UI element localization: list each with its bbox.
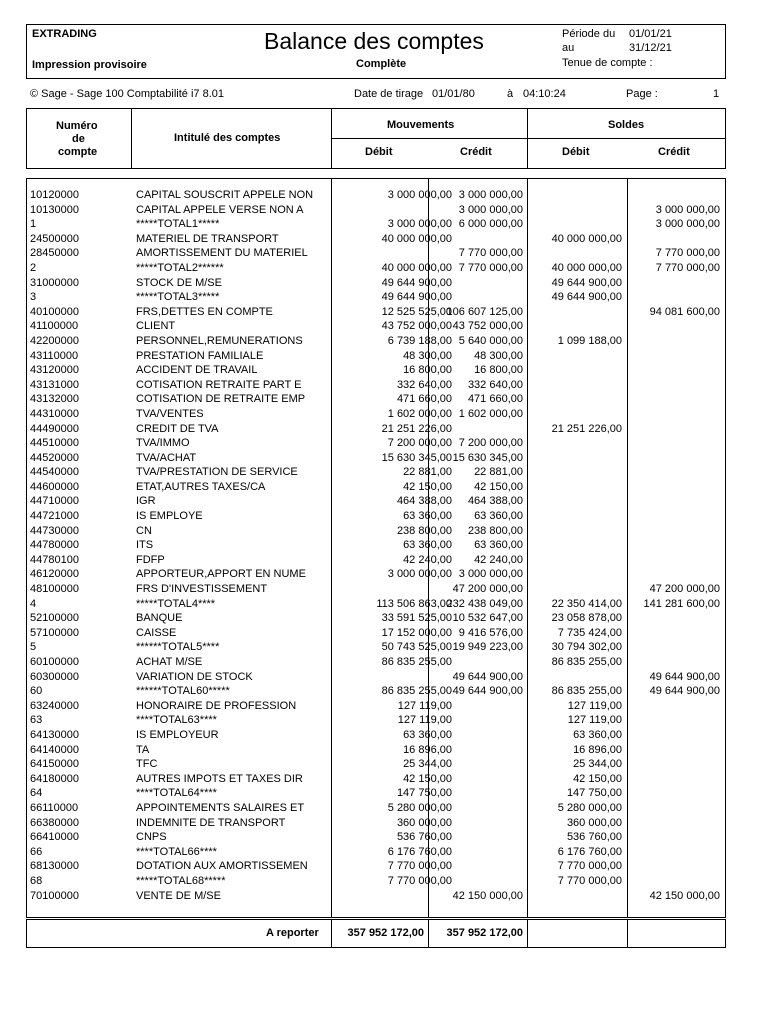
table-row (26, 232, 726, 247)
account-label: CREDIT DE TVA (136, 422, 219, 435)
balance-debit: 49 644 900,00 (551, 291, 622, 304)
account-label: MATERIEL DE TRANSPORT (136, 232, 279, 245)
account-label: ****TOTAL63**** (136, 714, 217, 727)
movement-debit: 40 000 000,00 (381, 232, 452, 245)
account-number: 63 (30, 714, 43, 727)
account-number: 43120000 (30, 364, 79, 377)
balance-credit: 94 081 600,00 (649, 305, 720, 318)
movement-credit: 16 800,00 (474, 364, 523, 377)
movement-credit: 19 949 223,00 (452, 641, 523, 654)
account-label: ******TOTAL60***** (136, 685, 230, 698)
account-number: 31000000 (30, 276, 79, 289)
account-label: STOCK DE M/SE (136, 276, 222, 289)
balance-debit: 40 000 000,00 (551, 232, 622, 245)
table-row (26, 889, 726, 904)
period-to-label: au (562, 42, 575, 54)
movement-debit: 1 602 000,00 (387, 407, 452, 420)
account-label: IGR (136, 495, 156, 508)
print-time-label: à (507, 88, 514, 100)
account-number: 66380000 (30, 816, 79, 829)
account-label: APPORTEUR,APPORT EN NUME (136, 568, 306, 581)
movement-credit: 332 640,00 (467, 378, 523, 391)
balance-debit: 86 835 255,00 (551, 685, 622, 698)
movement-debit: 3 000 000,00 (387, 189, 452, 201)
movement-debit: 360 000,00 (396, 816, 452, 829)
balance-debit: 16 896,00 (573, 743, 622, 756)
period-label: Période du (562, 28, 616, 40)
account-label: ITS (136, 539, 154, 552)
carry-forward-debit: 357 952 172,00 (347, 927, 424, 939)
balance-debit: 360 000,00 (566, 816, 622, 829)
table-row (26, 217, 726, 232)
table-row (26, 392, 726, 407)
movement-credit: 7 200 000,00 (458, 437, 523, 450)
balance-credit: 3 000 000,00 (655, 203, 720, 216)
account-label: ACCIDENT DE TRAVAIL (136, 364, 258, 377)
account-keeping: Tenue de compte : (562, 57, 653, 69)
account-label: CLIENT (136, 320, 176, 333)
balance-credit: 49 644 900,00 (649, 685, 720, 698)
account-number: 44780100 (30, 553, 79, 566)
page-number: 1 (713, 88, 720, 100)
col-mvt-credit: Crédit (460, 146, 492, 158)
account-number: 43131000 (30, 378, 79, 391)
movement-credit: 3 000 000,00 (458, 203, 523, 216)
movement-debit: 63 360,00 (403, 728, 452, 741)
account-label: FRS D'INVESTISSEMENT (136, 583, 268, 596)
account-number: 44730000 (30, 524, 79, 537)
account-label: CAPITAL APPELE VERSE NON A (136, 203, 304, 216)
movement-credit: 3 000 000,00 (458, 568, 523, 581)
table-row (26, 786, 726, 801)
account-number: 57100000 (30, 626, 79, 639)
table-row (26, 640, 726, 655)
report-title: Balance des comptes (264, 28, 484, 54)
movement-debit: 16 896,00 (403, 743, 452, 756)
movement-credit: 42 240,00 (474, 553, 523, 566)
account-number: 44710000 (30, 495, 79, 508)
movement-debit: 40 000 000,00 (381, 261, 452, 274)
company-name: EXTRADING (32, 28, 97, 40)
balance-credit: 49 644 900,00 (649, 670, 720, 683)
balance-debit: 5 280 000,00 (557, 801, 622, 814)
balance-debit: 7 770 000,00 (557, 860, 622, 873)
balance-debit: 21 251 226,00 (551, 422, 622, 435)
movement-debit: 5 280 000,00 (387, 801, 452, 814)
carry-forward-label: A reporter (266, 927, 319, 939)
account-number: 60100000 (30, 656, 79, 668)
movement-debit: 43 752 000,00 (381, 320, 452, 333)
table-row (26, 611, 726, 626)
balance-debit: 86 835 255,00 (551, 656, 622, 668)
account-label: TVA/IMMO (136, 437, 190, 450)
account-number: 1 (30, 218, 37, 231)
table-row (26, 538, 726, 553)
account-label: COTISATION RETRAITE PART E (136, 378, 302, 391)
movement-credit: 10 532 647,00 (452, 612, 523, 625)
account-number: 48100000 (30, 583, 79, 596)
movement-debit: 63 360,00 (403, 510, 452, 523)
account-label: ETAT,AUTRES TAXES/CA (136, 480, 266, 493)
account-label: BANQUE (136, 612, 183, 625)
col-solde-credit: Crédit (658, 146, 690, 158)
account-number: 5 (30, 641, 37, 654)
account-number: 70100000 (30, 889, 79, 902)
table-row (26, 349, 726, 364)
account-number: 63240000 (30, 699, 79, 712)
movement-credit: 9 416 576,00 (458, 626, 523, 639)
table-row (26, 728, 726, 743)
movement-credit: 106 607 125,00 (446, 305, 523, 318)
account-label: CAPITAL SOUSCRIT APPELE NON (136, 189, 314, 201)
movement-credit: 49 644 900,00 (452, 685, 523, 698)
table-row (26, 859, 726, 874)
account-label: IS EMPLOYEUR (136, 728, 219, 741)
table-row (26, 363, 726, 378)
table-row (26, 830, 726, 845)
movement-credit: 15 630 345,00 (452, 451, 523, 464)
col-numero-1: Numéro (56, 120, 98, 132)
table-row (26, 801, 726, 816)
balance-credit: 7 770 000,00 (655, 261, 720, 274)
account-label: DOTATION AUX AMORTISSEMEN (136, 860, 308, 873)
account-number: 42200000 (30, 334, 79, 347)
account-number: 43110000 (30, 349, 79, 362)
movement-debit: 332 640,00 (396, 378, 452, 391)
movement-debit: 63 360,00 (403, 539, 452, 552)
col-numero-2: de (72, 133, 85, 145)
account-label: CAISSE (136, 626, 177, 639)
movement-debit: 6 739 188,00 (387, 334, 452, 347)
table-row (26, 684, 726, 699)
movement-credit: 47 200 000,00 (452, 583, 523, 596)
movement-debit: 471 660,00 (396, 393, 452, 406)
account-number: 4 (30, 597, 37, 610)
account-number: 10120000 (30, 189, 79, 201)
table-row (26, 465, 726, 480)
movement-credit: 1 602 000,00 (458, 407, 523, 420)
account-number: 66410000 (30, 831, 79, 844)
table-row (26, 713, 726, 728)
account-number: 60 (30, 685, 43, 698)
table-row (26, 772, 726, 787)
movement-debit: 7 200 000,00 (387, 437, 452, 450)
account-number: 44510000 (30, 437, 79, 450)
movement-debit: 536 760,00 (396, 831, 452, 844)
account-number: 44520000 (30, 451, 79, 464)
account-number: 2 (30, 261, 37, 274)
table-row (26, 436, 726, 451)
balance-debit: 7 735 424,00 (557, 626, 622, 639)
account-label: TFC (136, 758, 158, 771)
carry-forward-credit: 357 952 172,00 (446, 927, 523, 939)
balance-debit: 127 119,00 (567, 699, 622, 712)
balance-debit: 22 350 414,00 (551, 597, 622, 610)
movement-debit: 7 770 000,00 (387, 860, 452, 873)
table-row (26, 874, 726, 889)
movement-credit: 238 800,00 (467, 524, 523, 537)
account-label: CNPS (136, 831, 167, 844)
table-row (26, 451, 726, 466)
account-label: PRESTATION FAMILIALE (136, 349, 264, 362)
movement-debit: 147 750,00 (396, 787, 452, 800)
account-label: AUTRES IMPOTS ET TAXES DIR (136, 772, 303, 785)
account-label: ACHAT M/SE (136, 656, 203, 668)
movement-credit: 48 300,00 (474, 349, 523, 362)
movement-debit: 6 176 760,00 (387, 845, 452, 858)
account-number: 40100000 (30, 305, 79, 318)
col-mvt-debit: Débit (365, 146, 393, 158)
account-number: 44310000 (30, 407, 79, 420)
account-number: 64150000 (30, 758, 79, 771)
table-row (26, 290, 726, 305)
account-number: 24500000 (30, 232, 79, 245)
print-mode: Impression provisoire (32, 59, 147, 71)
movement-debit: 17 152 000,00 (381, 626, 452, 639)
account-number: 68 (30, 874, 43, 887)
period-from: 01/01/21 (629, 28, 672, 40)
movement-debit: 238 800,00 (396, 524, 452, 537)
account-label: *****TOTAL68***** (136, 874, 226, 887)
movement-credit: 7 770 000,00 (458, 247, 523, 260)
movement-credit: 471 660,00 (467, 393, 523, 406)
account-number: 64 (30, 787, 43, 800)
account-number: 64140000 (30, 743, 79, 756)
balance-debit: 23 058 878,00 (551, 612, 622, 625)
account-number: 52100000 (30, 612, 79, 625)
movement-debit: 49 644 900,00 (381, 291, 452, 304)
table-row (26, 494, 726, 509)
movement-debit: 42 150,00 (403, 772, 452, 785)
account-label: VARIATION DE STOCK (136, 670, 253, 683)
account-label: APPOINTEMENTS SALAIRES ET (136, 801, 305, 814)
movement-debit: 42 150,00 (403, 480, 452, 493)
balance-debit: 1 099 188,00 (557, 334, 622, 347)
page-label: Page : (626, 88, 658, 100)
balance-debit: 40 000 000,00 (551, 261, 622, 274)
col-soldes: Soldes (608, 119, 645, 131)
movement-debit: 12 525 525,00 (381, 305, 452, 318)
account-label: AMORTISSEMENT DU MATERIEL (136, 247, 308, 260)
movement-credit: 232 438 049,00 (446, 597, 523, 610)
movement-debit: 113 506 863,00 (376, 597, 452, 610)
account-label: FRS,DETTES EN COMPTE (136, 305, 273, 318)
account-number: 44490000 (30, 422, 79, 435)
account-number: 66110000 (30, 801, 79, 814)
balance-debit: 127 119,00 (567, 714, 622, 727)
account-number: 44721000 (30, 510, 79, 523)
period-to: 31/12/21 (629, 42, 672, 54)
movement-debit: 22 881,00 (403, 466, 452, 479)
table-row (26, 567, 726, 582)
table-row (26, 378, 726, 393)
balance-debit: 147 750,00 (566, 787, 622, 800)
table-row (26, 670, 726, 685)
table-row (26, 305, 726, 320)
account-label: TA (136, 743, 150, 756)
movement-debit: 86 835 255,00 (381, 685, 452, 698)
movement-credit: 49 644 900,00 (452, 670, 523, 683)
print-date-label: Date de tirage (354, 88, 424, 100)
table-row (26, 743, 726, 758)
account-label: ****TOTAL64**** (136, 787, 217, 800)
account-number: 66 (30, 845, 43, 858)
movement-credit: 43 752 000,00 (452, 320, 523, 333)
movement-debit: 464 388,00 (396, 495, 452, 508)
software-credit: © Sage - Sage 100 Comptabilité i7 8.01 (30, 88, 225, 100)
movement-credit: 63 360,00 (474, 510, 523, 523)
table-row (26, 246, 726, 261)
account-label: *****TOTAL1***** (136, 218, 220, 231)
balance-credit: 141 281 600,00 (643, 597, 720, 610)
movement-debit: 15 630 345,00 (381, 451, 452, 464)
movement-debit: 3 000 000,00 (387, 568, 452, 581)
account-number: 28450000 (30, 247, 79, 260)
table-row (26, 655, 726, 670)
movement-credit: 7 770 000,00 (458, 261, 523, 274)
movement-debit: 127 119,00 (397, 714, 452, 727)
movement-credit: 22 881,00 (474, 466, 523, 479)
account-number: 10130000 (30, 203, 79, 216)
account-number: 60300000 (30, 670, 79, 683)
table-row (26, 509, 726, 524)
movement-credit: 5 640 000,00 (458, 334, 523, 347)
report-scope: Complète (356, 58, 407, 70)
balance-credit: 7 770 000,00 (655, 247, 720, 260)
account-label: CN (136, 524, 152, 537)
balance-debit: 6 176 760,00 (557, 845, 622, 858)
account-number: 64180000 (30, 772, 79, 785)
account-label: VENTE DE M/SE (136, 889, 221, 902)
print-time: 04:10:24 (523, 88, 566, 100)
account-label: PERSONNEL,REMUNERATIONS (136, 334, 303, 347)
account-label: HONORAIRE DE PROFESSION (136, 699, 297, 712)
print-date: 01/01/80 (432, 88, 475, 100)
account-label: *****TOTAL2****** (136, 261, 224, 274)
col-intitule: Intitulé des comptes (174, 132, 281, 144)
account-number: 64130000 (30, 728, 79, 741)
movement-credit: 464 388,00 (467, 495, 523, 508)
account-rows (26, 188, 726, 903)
movement-debit: 48 300,00 (403, 349, 452, 362)
account-number: 44600000 (30, 480, 79, 493)
table-row (26, 626, 726, 641)
col-solde-debit: Débit (562, 146, 590, 158)
table-row (26, 816, 726, 831)
col-numero-3: compte (58, 146, 98, 158)
balance-debit: 25 344,00 (573, 758, 622, 771)
movement-debit: 7 770 000,00 (387, 874, 452, 887)
movement-credit: 63 360,00 (474, 539, 523, 552)
movement-debit: 86 835 255,00 (381, 656, 452, 668)
balance-debit: 42 150,00 (573, 772, 622, 785)
table-row (26, 757, 726, 772)
movement-debit: 50 743 525,00 (381, 641, 452, 654)
account-label: *****TOTAL4**** (136, 597, 216, 610)
account-label: ****TOTAL66**** (136, 845, 217, 858)
table-row (26, 582, 726, 597)
account-label: COTISATION DE RETRAITE EMP (136, 393, 306, 406)
account-number: 44780000 (30, 539, 79, 552)
account-number: 43132000 (30, 393, 79, 406)
movement-debit: 33 591 525,00 (381, 612, 452, 625)
movement-credit: 42 150,00 (474, 480, 523, 493)
table-row (26, 188, 726, 203)
account-number: 41100000 (30, 320, 79, 333)
movement-debit: 49 644 900,00 (381, 276, 452, 289)
account-number: 46120000 (30, 568, 79, 581)
movement-debit: 16 800,00 (403, 364, 452, 377)
balance-debit: 49 644 900,00 (551, 276, 622, 289)
table-row (26, 597, 726, 612)
balance-credit: 42 150 000,00 (649, 889, 720, 902)
movement-debit: 3 000 000,00 (387, 218, 452, 231)
table-row (26, 276, 726, 291)
movement-credit: 42 150 000,00 (452, 889, 523, 902)
account-label: ******TOTAL5**** (136, 641, 220, 654)
account-label: INDEMNITE DE TRANSPORT (136, 816, 286, 829)
movement-credit: 3 000 000,00 (458, 189, 523, 201)
balance-credit: 47 200 000,00 (649, 583, 720, 596)
movement-debit: 127 119,00 (397, 699, 452, 712)
table-row (26, 480, 726, 495)
balance-debit: 30 794 302,00 (551, 641, 622, 654)
movement-debit: 21 251 226,00 (381, 422, 452, 435)
balance-debit: 7 770 000,00 (557, 874, 622, 887)
movement-debit: 42 240,00 (403, 553, 452, 566)
account-number: 3 (30, 291, 37, 304)
account-number: 68130000 (30, 860, 79, 873)
table-row (26, 334, 726, 349)
table-row (26, 422, 726, 437)
account-label: IS EMPLOYE (136, 510, 203, 523)
balance-debit: 63 360,00 (573, 728, 622, 741)
balance-debit: 536 760,00 (566, 831, 622, 844)
account-label: TVA/VENTES (136, 407, 204, 420)
table-row (26, 524, 726, 539)
col-mouvements: Mouvements (387, 119, 455, 131)
account-label: FDFP (136, 553, 165, 566)
table-row (26, 553, 726, 568)
balance-credit: 3 000 000,00 (655, 218, 720, 231)
account-label: TVA/ACHAT (136, 451, 197, 464)
movement-debit: 25 344,00 (403, 758, 452, 771)
table-row (26, 203, 726, 218)
table-row (26, 407, 726, 422)
table-row (26, 319, 726, 334)
movement-credit: 6 000 000,00 (458, 218, 523, 231)
account-label: TVA/PRESTATION DE SERVICE (136, 466, 298, 479)
table-row (26, 261, 726, 276)
account-label: *****TOTAL3***** (136, 291, 220, 304)
table-row (26, 845, 726, 860)
account-number: 44540000 (30, 466, 79, 479)
table-row (26, 699, 726, 714)
